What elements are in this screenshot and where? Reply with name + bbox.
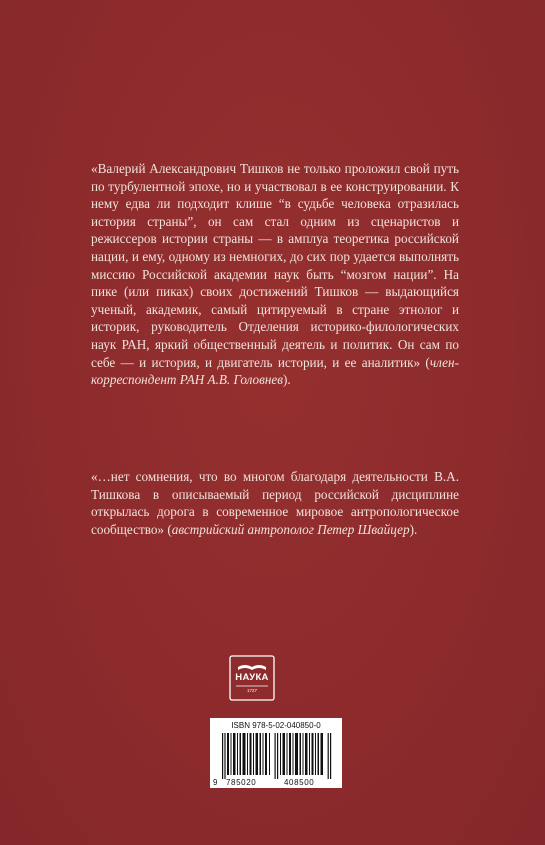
quote-golovnev: «Валерий Александрович Тишков не только проложил свой путь по турбулентной эпохе, но и участвовал в ее конструировании. К нему едва ли подходит клише “в судьбе человека отразилась история страны”, он сам стал одним из сценаристов и режиссеров истории страны — в амплуа теоретика российской нации, и ему, одному из немногих, до сих пор удается выполнять миссию Российской академии наук быть “мозгом нации”. На пике (или пиках) своих достижений Тишков — выдающийся ученый, академик, самый цитируемый в стране этнолог и историк, руководитель Отделения историко-филологических наук РАН, яркий общественный деятель и политик. Он сам по себе — и история, и двигатель истории, и ее аналитик» (член-корреспондент РАН А.В. Головнев). [91, 161, 459, 388]
quote-schweitzer: «…нет сомнения, что во многом благодаря деятельности В.А. Тишкова в описываемый период российской дисциплине открылась дорога в современное мировое антропологическое сообщество» (австрийский антрополог Петер Швайцер). [91, 469, 459, 537]
publisher-name: НАУКА [235, 672, 269, 683]
isbn-label: ISBN 978-5-02-040850-0 [231, 721, 321, 730]
quote-schweitzer-text: «…нет сомнения, что во многом благодаря деятельности В.А. Тишкова в описываемый период российской дисциплине открылась дорога в современное мировое антропологическое сообщество» [91, 469, 459, 537]
quote-golovnev-text: «Валерий Александрович Тишков не только проложил свой путь по турбулентной эпохе, но и участвовал в ее конструировании. К нему едва ли подходит клише “в судьбе человека отразилась история страны”, он сам стал одним из сценаристов и режиссеров истории страны — в амплуа теоретика российской нации, и ему, одному из немногих, до сих пор удается выполнять миссию Российской академии наук быть “мозгом нации”. На пике (или пиках) своих достижений Тишков — выдающийся ученый, академик, самый цитируемый в стране этнолог и историк, руководитель Отделения историко-филологических наук РАН, яркий общественный деятель и политик. Он сам по себе — и история, и двигатель истории, и ее аналитик» [91, 161, 459, 370]
publisher-logo [229, 655, 275, 701]
isbn-barcode [210, 718, 342, 788]
quote-golovnev-attribution: член-корреспондент РАН А.В. Головнев [91, 354, 459, 388]
barcode-bars [222, 733, 332, 779]
barcode-digits-right: 408500 [284, 778, 315, 787]
barcode-digit-first: 9 [213, 778, 219, 787]
quote-schweitzer-attribution: австрийский антрополог Петер Швайцер [171, 521, 410, 537]
publisher-year: 1727 [246, 688, 257, 693]
barcode-digits-left: 785020 [226, 778, 257, 787]
